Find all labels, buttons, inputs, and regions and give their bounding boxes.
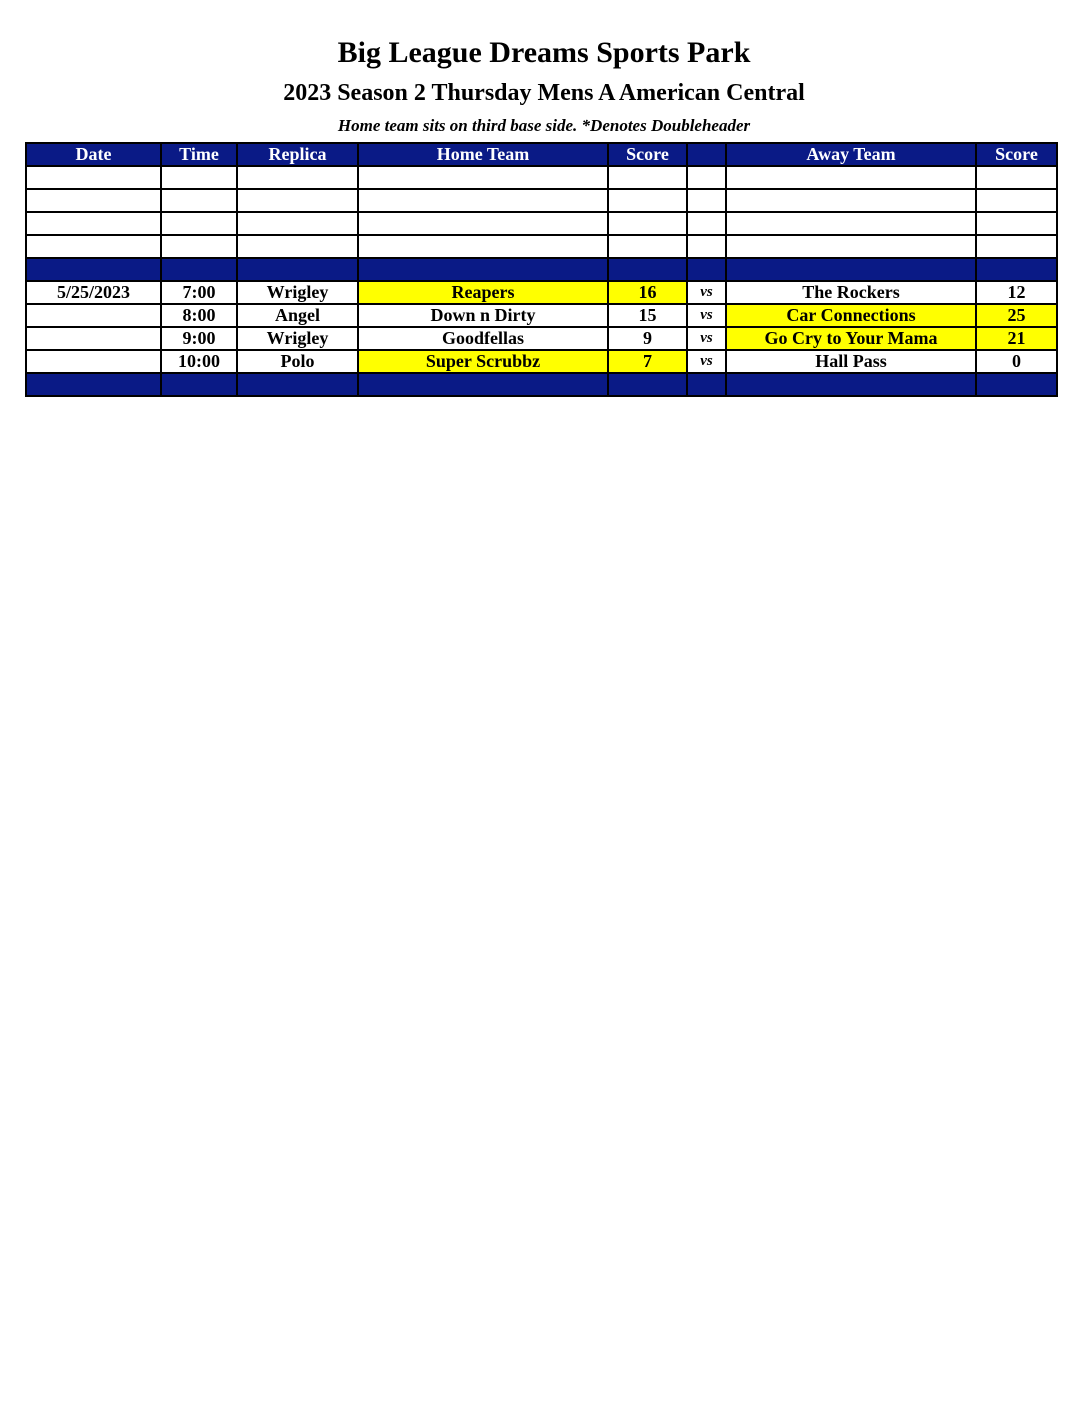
away-score: 12 [976,281,1057,304]
band-cell [237,373,358,396]
empty-cell [358,235,608,258]
band-cell [608,258,687,281]
home-team: Reapers [358,281,608,304]
empty-row [26,235,1057,258]
empty-cell [237,212,358,235]
empty-cell [608,166,687,189]
band-cell [237,258,358,281]
vs-label: vs [687,304,726,327]
empty-cell [687,166,726,189]
empty-cell [358,189,608,212]
game-replica: Angel [237,304,358,327]
empty-cell [161,235,237,258]
empty-cell [976,189,1057,212]
schedule-table [25,142,1058,397]
empty-cell [237,235,358,258]
game-time: 7:00 [161,281,237,304]
vs-label: vs [687,350,726,373]
empty-cell [26,189,161,212]
empty-cell [976,235,1057,258]
empty-cell [608,189,687,212]
band-cell [687,373,726,396]
empty-cell [726,235,976,258]
game-date [26,327,161,350]
column-header-away-team: Away Team [726,143,976,166]
schedule-note: Home team sits on third base side. *Denotes Doubleheader [337,116,751,135]
home-score: 9 [608,327,687,350]
away-team: The Rockers [726,281,976,304]
home-team: Super Scrubbz [358,350,608,373]
empty-cell [608,212,687,235]
band-cell [358,258,608,281]
empty-cell [161,166,237,189]
game-replica: Polo [237,350,358,373]
empty-cell [161,212,237,235]
table-header-row [26,143,1057,166]
empty-cell [237,166,358,189]
band-cell [726,373,976,396]
away-team: Hall Pass [726,350,976,373]
game-row [26,327,1057,350]
empty-row [26,166,1057,189]
home-team: Goodfellas [358,327,608,350]
empty-cell [608,235,687,258]
empty-cell [687,212,726,235]
game-time: 9:00 [161,327,237,350]
band-cell [161,373,237,396]
game-date [26,304,161,327]
game-date [26,350,161,373]
empty-cell [726,212,976,235]
away-score: 25 [976,304,1057,327]
band-cell [358,373,608,396]
column-header-vs [687,143,726,166]
band-cell [26,373,161,396]
game-time: 10:00 [161,350,237,373]
empty-cell [26,235,161,258]
empty-cell [726,189,976,212]
empty-row [26,189,1057,212]
band-cell [161,258,237,281]
page-subtitle: 2023 Season 2 Thursday Mens A American Central [283,80,805,106]
separator-band [26,258,1057,281]
empty-cell [161,189,237,212]
page-title: Big League Dreams Sports Park [337,36,751,69]
vs-label: vs [687,327,726,350]
empty-cell [358,212,608,235]
column-header-away-score: Score [976,143,1057,166]
game-date: 5/25/2023 [26,281,161,304]
away-team: Car Connections [726,304,976,327]
column-header-date: Date [26,143,161,166]
home-score: 16 [608,281,687,304]
game-row [26,350,1057,373]
column-header-home-team: Home Team [358,143,608,166]
home-team: Down n Dirty [358,304,608,327]
empty-cell [358,166,608,189]
game-row [26,304,1057,327]
game-replica: Wrigley [237,327,358,350]
band-cell [687,258,726,281]
vs-label: vs [687,281,726,304]
home-score: 7 [608,350,687,373]
separator-band [26,373,1057,396]
empty-cell [237,189,358,212]
band-cell [976,258,1057,281]
empty-cell [26,166,161,189]
empty-cell [976,166,1057,189]
away-team: Go Cry to Your Mama [726,327,976,350]
band-cell [726,258,976,281]
column-header-home-score: Score [608,143,687,166]
empty-cell [687,235,726,258]
column-header-time: Time [161,143,237,166]
game-time: 8:00 [161,304,237,327]
empty-cell [687,189,726,212]
empty-cell [976,212,1057,235]
home-score: 15 [608,304,687,327]
band-cell [976,373,1057,396]
game-replica: Wrigley [237,281,358,304]
empty-row [26,212,1057,235]
band-cell [26,258,161,281]
empty-cell [726,166,976,189]
away-score: 21 [976,327,1057,350]
column-header-replica: Replica [237,143,358,166]
game-row [26,281,1057,304]
empty-cell [26,212,161,235]
band-cell [608,373,687,396]
away-score: 0 [976,350,1057,373]
